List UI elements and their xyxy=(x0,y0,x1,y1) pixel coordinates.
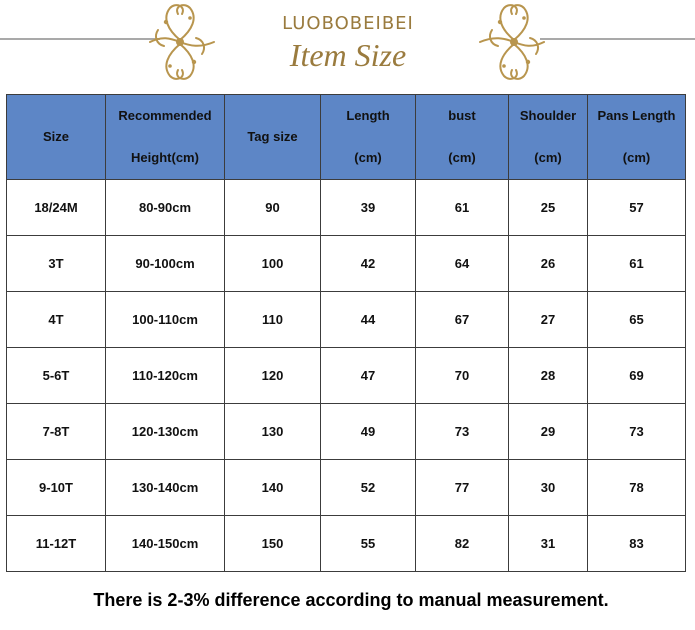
cell-size: 7-8T xyxy=(7,404,106,460)
cell-bust: 61 xyxy=(416,180,509,236)
cell-bust: 67 xyxy=(416,292,509,348)
table-header-row xyxy=(7,95,686,180)
cell-length: 39 xyxy=(321,180,416,236)
cell-length: 55 xyxy=(321,516,416,572)
cell-pans-length: 78 xyxy=(588,460,686,516)
column-header-tag-size: Tag size xyxy=(225,95,321,180)
cell-length: 42 xyxy=(321,236,416,292)
divider-line-right xyxy=(540,38,695,40)
cell-length: 44 xyxy=(321,292,416,348)
cell-shoulder: 29 xyxy=(509,404,588,460)
cell-size: 3T xyxy=(7,236,106,292)
column-header-bust: bust (cm) xyxy=(416,95,509,180)
cell-pans-length: 83 xyxy=(588,516,686,572)
cell-shoulder: 28 xyxy=(509,348,588,404)
column-header-shoulder: Shoulder (cm) xyxy=(509,95,588,180)
header xyxy=(0,0,695,86)
cell-tag-size: 130 xyxy=(225,404,321,460)
cell-height: 110-120cm xyxy=(106,348,225,404)
table-row xyxy=(7,404,686,460)
column-header-size: Size xyxy=(7,95,106,180)
cell-pans-length: 57 xyxy=(588,180,686,236)
cell-height: 120-130cm xyxy=(106,404,225,460)
cell-size: 5-6T xyxy=(7,348,106,404)
brand-name: LUOBOBEIBEI xyxy=(282,13,414,34)
divider-line-left xyxy=(0,38,160,40)
cell-shoulder: 26 xyxy=(509,236,588,292)
cell-tag-size: 120 xyxy=(225,348,321,404)
cell-shoulder: 27 xyxy=(509,292,588,348)
table-row xyxy=(7,180,686,236)
cell-size: 9-10T xyxy=(7,460,106,516)
cell-shoulder: 31 xyxy=(509,516,588,572)
cell-size: 11-12T xyxy=(7,516,106,572)
cell-bust: 77 xyxy=(416,460,509,516)
cell-tag-size: 150 xyxy=(225,516,321,572)
cell-bust: 73 xyxy=(416,404,509,460)
cell-tag-size: 110 xyxy=(225,292,321,348)
cell-tag-size: 100 xyxy=(225,236,321,292)
cell-tag-size: 90 xyxy=(225,180,321,236)
cell-shoulder: 25 xyxy=(509,180,588,236)
cell-height: 100-110cm xyxy=(106,292,225,348)
table-row xyxy=(7,236,686,292)
cell-pans-length: 65 xyxy=(588,292,686,348)
cell-length: 49 xyxy=(321,404,416,460)
cell-height: 140-150cm xyxy=(106,516,225,572)
column-header-pans-length: Pans Length (cm) xyxy=(588,95,686,180)
cell-bust: 64 xyxy=(416,236,509,292)
measurement-note: There is 2-3% difference according to manual measurement. xyxy=(93,590,609,610)
table-row xyxy=(7,348,686,404)
cell-shoulder: 30 xyxy=(509,460,588,516)
cell-length: 47 xyxy=(321,348,416,404)
cell-height: 90-100cm xyxy=(106,236,225,292)
cell-bust: 70 xyxy=(416,348,509,404)
cell-height: 130-140cm xyxy=(106,460,225,516)
column-header-length: Length (cm) xyxy=(321,95,416,180)
cell-tag-size: 140 xyxy=(225,460,321,516)
table-row xyxy=(7,460,686,516)
table-row xyxy=(7,516,686,572)
flourish-ornament-left-icon xyxy=(140,0,220,84)
cell-bust: 82 xyxy=(416,516,509,572)
cell-pans-length: 73 xyxy=(588,404,686,460)
column-header-recommended-height: Recommended Height(cm) xyxy=(106,95,225,180)
cell-size: 18/24M xyxy=(7,180,106,236)
cell-pans-length: 61 xyxy=(588,236,686,292)
page-title: Item Size xyxy=(289,37,407,73)
cell-length: 52 xyxy=(321,460,416,516)
table-row xyxy=(7,292,686,348)
flourish-ornament-right-icon xyxy=(474,0,554,84)
cell-height: 80-90cm xyxy=(106,180,225,236)
cell-pans-length: 69 xyxy=(588,348,686,404)
cell-size: 4T xyxy=(7,292,106,348)
size-chart-table xyxy=(6,94,686,572)
